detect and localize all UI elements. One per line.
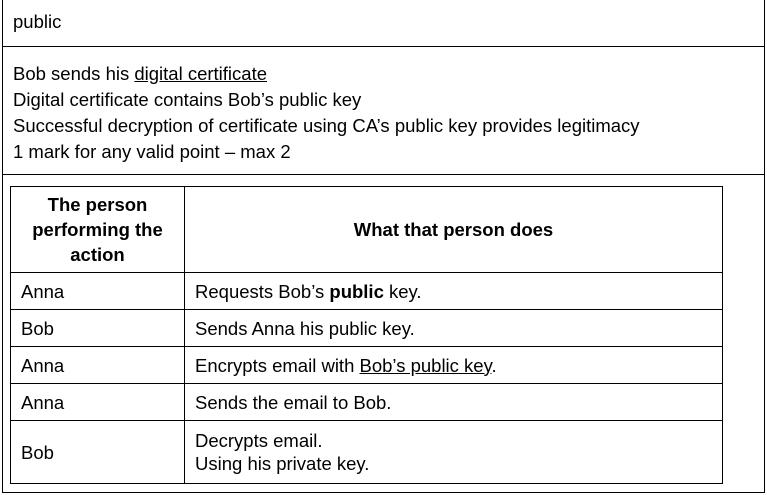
cell-action — [185, 421, 723, 484]
cell-action: Sends Anna his public key. — [185, 310, 723, 347]
header-action: What that person does — [185, 187, 723, 273]
table-row — [11, 310, 723, 347]
cell-action — [185, 273, 723, 310]
cell-person: Anna — [11, 384, 185, 421]
answer-row-1 — [3, 0, 764, 47]
answer-line-1 — [13, 61, 640, 87]
cell-person: Anna — [11, 273, 185, 310]
answer-line-1-prefix: Bob sends his — [13, 63, 135, 84]
cell-action-underlined: Bob’s public key — [359, 354, 492, 376]
cell-person: Anna — [11, 347, 185, 384]
cell-action-post: . — [491, 354, 497, 376]
answer-line-4: 1 mark for any valid point – max 2 — [13, 141, 291, 162]
table-row — [11, 421, 723, 484]
answer-lines — [13, 61, 640, 165]
cell-action-pre: Requests Bob’s — [195, 280, 330, 302]
header-person: The person performing the action — [11, 187, 185, 273]
cell-action — [185, 347, 723, 384]
table-row — [11, 384, 723, 421]
table-header-row — [11, 187, 723, 273]
answer-text-public: public — [13, 11, 62, 32]
cell-action: Sends the email to Bob. — [185, 384, 723, 421]
answer-line-3: Successful decryption of certificate using CA’s public key provides legitimacy — [13, 115, 640, 136]
answer-line-1-underlined: digital certificate — [134, 63, 268, 84]
cell-action-line-1: Decrypts email. — [195, 430, 323, 451]
cell-action-pre: Encrypts email with — [195, 354, 360, 376]
cell-person: Bob — [11, 421, 185, 484]
cell-action-bold: public — [329, 280, 384, 302]
action-table — [10, 186, 723, 484]
cell-person: Bob — [11, 310, 185, 347]
answer-row-2 — [3, 47, 764, 175]
table-row — [11, 347, 723, 384]
cell-action-post: key. — [383, 280, 422, 302]
cell-action-line-2: Using his private key. — [195, 453, 370, 474]
answer-line-2: Digital certificate contains Bob’s public key — [13, 89, 362, 110]
table-row — [11, 273, 723, 310]
